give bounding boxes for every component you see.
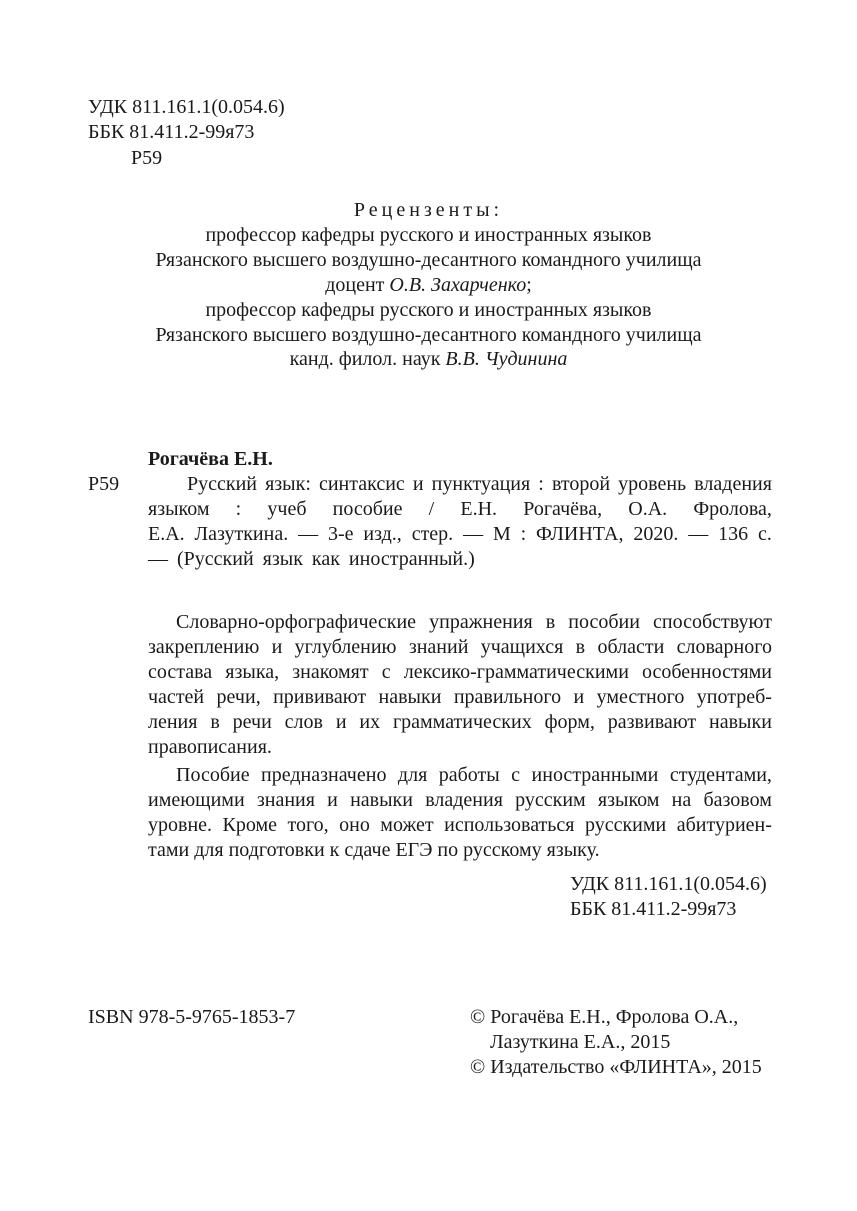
copyright-authors-cont: Лазуткина Е.А., 2015 [490,1031,671,1053]
bib-word: пособие [332,498,403,520]
paragraph-line [148,788,772,813]
paragraph-word: грамматических [392,711,532,733]
reviewer1-position: профессор кафедры русского и иностранных языков [205,224,652,246]
paragraph-word: с [381,661,391,683]
paragraph-line [148,635,772,660]
bib-word: Фролова, [693,498,772,520]
paragraph-word: особенностями [642,661,772,683]
bib-word: — [688,523,709,545]
paragraph-line [148,763,772,788]
copyright-authors: © Рогачёва Е.Н., Фролова О.А., [470,1006,739,1028]
paragraph-word: предназначено [261,764,387,786]
paragraph-line [148,685,772,710]
paragraph-word: развивают [607,711,697,733]
reviewer2-name-line [0,347,857,372]
bib-word: О.А. [628,498,668,520]
bib-word: учеб [267,498,307,520]
paragraph-word: уместного [596,686,685,708]
paragraph-line [148,710,772,735]
bib-word: — [298,523,319,545]
udk-code: УДК 811.161.1(0.054.6) [88,96,285,118]
paragraph-word: и [271,636,283,658]
abstract-paragraph-1 [148,610,772,760]
paragraph-word: может [380,814,434,836]
paragraph-word: использоваться [444,814,575,836]
bib-word: Лазуткина. [194,523,289,545]
paragraph-word: навыки [378,686,442,708]
paragraph-word: и [335,711,347,733]
paragraph-word: и [573,686,585,708]
paragraph-line [148,813,772,838]
reviewer2-position: профессор кафедры русского и иностранных языков [205,299,652,321]
paragraph-word: прививают [273,686,367,708]
bib-word: Е.А. [148,523,185,545]
paragraph-word: словарного [676,636,772,658]
reviewer2-institution: Рязанского высшего воздушно-десантного командного училища [155,324,702,346]
bib-word: с. [757,523,772,545]
paragraph-word: речи, [216,686,261,708]
bib-word: язык: [265,473,311,495]
bib-word: : [538,473,544,495]
bib-word: 2020. [633,523,679,545]
paragraph-word: ления [148,711,198,733]
bib-word: : [235,498,242,520]
paragraph-word: русскими [584,814,667,836]
paragraph-word: пособии [568,611,640,633]
paragraph-word: правильного [453,686,562,708]
paragraph-word: слов [284,711,323,733]
paragraph-text: тами для подготовки к сдаче ЕГЭ по русскому языку. [148,839,600,861]
reviewer2-title: канд. филол. наук [289,348,441,370]
paragraph-word: того, [287,814,329,836]
bib-word: М [492,523,511,545]
paragraph-word: русским [515,789,586,811]
bib-author: Рогачёва Е.Н. [148,448,273,470]
paragraph-word: учащихся [480,636,564,658]
paragraph-word: в [210,711,220,733]
bbk-code: ББК 81.411.2-99я73 [88,121,255,143]
bib-word: Е.Н. [460,498,498,520]
paragraph-word: способствуют [653,611,772,633]
reviewer1-separator: ; [526,274,532,296]
paragraph-word: навыки [709,711,772,733]
paragraph-word: Пособие [176,764,250,786]
paragraph-word: форм, [544,711,595,733]
bib-word: второй [551,473,611,495]
paragraph-word: углублению [294,636,397,658]
bib-code: Р59 [88,473,120,495]
bib-word: языком [148,498,210,520]
paragraph-word: имеющими [148,789,245,811]
paragraph-line [148,610,772,635]
paragraph-word: и [327,789,338,811]
author-sign: Р59 [131,147,163,169]
paragraph-line [148,838,772,863]
bib-title-line2 [148,497,772,522]
paragraph-word: закреплению [148,636,260,658]
paragraph-word: упражнения [429,611,533,633]
paragraph-word: знаний [408,636,469,658]
paragraph-word: знания [256,789,315,811]
reviewers-heading: Рецензенты: [353,199,504,221]
bib-title-line3 [148,522,772,547]
paragraph-word: иностранными [531,764,659,786]
bib-word: стер. [411,523,454,545]
isbn: ISBN 978-5-9765-1853-7 [88,1006,296,1028]
reviewer2-name: В.В. Чудинина [445,348,568,370]
bib-word: — [463,523,484,545]
paragraph-word: знакомят [292,661,369,683]
reviewer1-name: О.В. Захарченко [389,274,527,296]
paragraph-word: с [511,764,521,786]
bib-word: уровень [618,473,687,495]
bib-word: ФЛИНТА, [536,523,624,545]
bib-word: изд., [363,523,402,545]
paragraph-word: студентами, [669,764,772,786]
paragraph-line [148,735,772,760]
paragraph-word: языком [597,789,660,811]
paragraph-word: частей [148,686,205,708]
abstract-udk: УДК 811.161.1(0.054.6) [570,873,767,895]
paragraph-word: базовом [703,789,772,811]
bib-title-line1 [187,472,772,497]
reviewer1-title: доцент [325,274,385,296]
bib-word: пунктуация [431,473,531,495]
paragraph-word: в [545,611,556,633]
paragraph-word: оно [339,814,370,836]
paragraph-word: состава [148,661,213,683]
reviewer1-name-line [0,273,857,298]
bib-word: 136 [718,523,749,545]
paragraph-word: для [397,764,428,786]
paragraph-word: абитуриен- [676,814,772,836]
bib-word: 3-е [327,523,354,545]
bib-series: — (Русский язык как иностранный.) [148,548,475,570]
paragraph-line [148,660,772,685]
bib-word: : [520,523,527,545]
paragraph-word: лексико-грамматическими [403,661,629,683]
paragraph-word: языка, [225,661,280,683]
bib-word: и [412,473,424,495]
paragraph-word: Кроме [222,814,277,836]
reviewer1-institution: Рязанского высшего воздушно-десантного командного училища [155,249,702,271]
paragraph-word: навыки [350,789,413,811]
copyright-publisher: © Издательство «ФЛИНТА», 2015 [470,1056,762,1078]
paragraph-word: владения [425,789,503,811]
abstract-bbk: ББК 81.411.2-99я73 [570,898,737,920]
bib-word: Рогачёва, [523,498,603,520]
paragraph-word: на [671,789,692,811]
abstract-paragraph-2 [148,763,772,863]
paragraph-word: области [597,636,665,658]
bib-word: Русский [187,473,257,495]
bib-word: владения [694,473,772,495]
paragraph-word: речи [232,711,272,733]
paragraph-word: уровне. [148,814,213,836]
bib-word: / [428,498,435,520]
paragraph-word: работы [438,764,500,786]
bib-word: синтаксис [318,473,405,495]
paragraph-text: правописания. [148,736,272,758]
paragraph-word: в [575,636,586,658]
paragraph-word: их [359,711,381,733]
paragraph-word: Словарно-орфографические [176,611,417,633]
paragraph-word: употреб- [696,686,772,708]
